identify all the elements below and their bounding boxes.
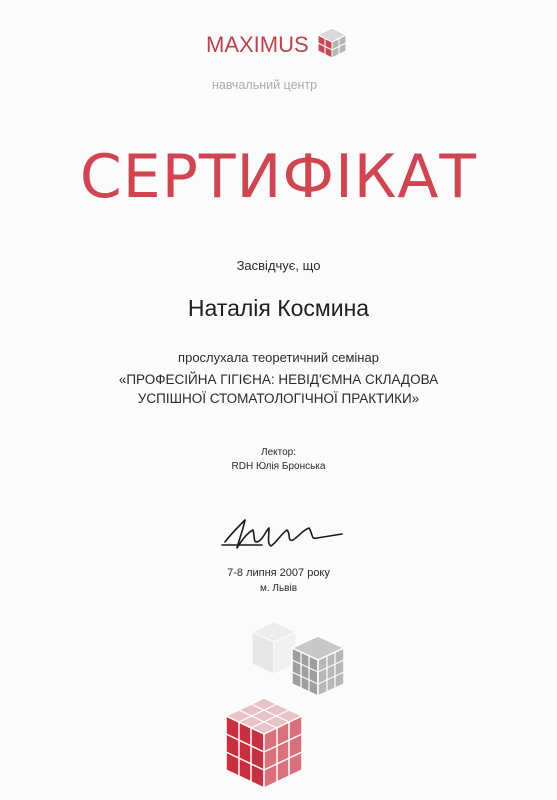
lecturer-name: RDH Юлія Бронська [231, 461, 326, 472]
course-title-line-2: УСПІШНОЇ СТОМАТОЛОГІЧНОЇ ПРАКТИКИ» [137, 391, 420, 406]
course-title [0, 370, 557, 408]
recipient-name: Наталія Космина [187, 295, 370, 321]
course-title-line-1: «ПРОФЕСІЙНА ГІГІЄНА: НЕВІД'ЄМНА СКЛАДОВА [118, 372, 439, 387]
attended-text: прослухала теоретичний семінар [178, 350, 379, 365]
grey-cube [292, 636, 344, 696]
logo-wordmark: MAXIMUS [206, 32, 309, 57]
signature [217, 512, 347, 557]
certifies-text: Засвідчує, що [236, 258, 321, 273]
lecturer-label: Лектор: [261, 447, 296, 458]
decorative-cubes [222, 612, 362, 792]
seminar-city: м. Львів [259, 583, 298, 594]
light-grey-cube [252, 622, 296, 674]
seminar-date: 7-8 липня 2007 року [227, 567, 330, 579]
red-cube [226, 698, 302, 788]
certificate-title: СЕРТИФІКАТ [79, 142, 478, 212]
maximus-logo [196, 22, 356, 72]
logo-subtitle: навчальний центр [212, 78, 318, 92]
logo-cube-icon [312, 24, 352, 64]
